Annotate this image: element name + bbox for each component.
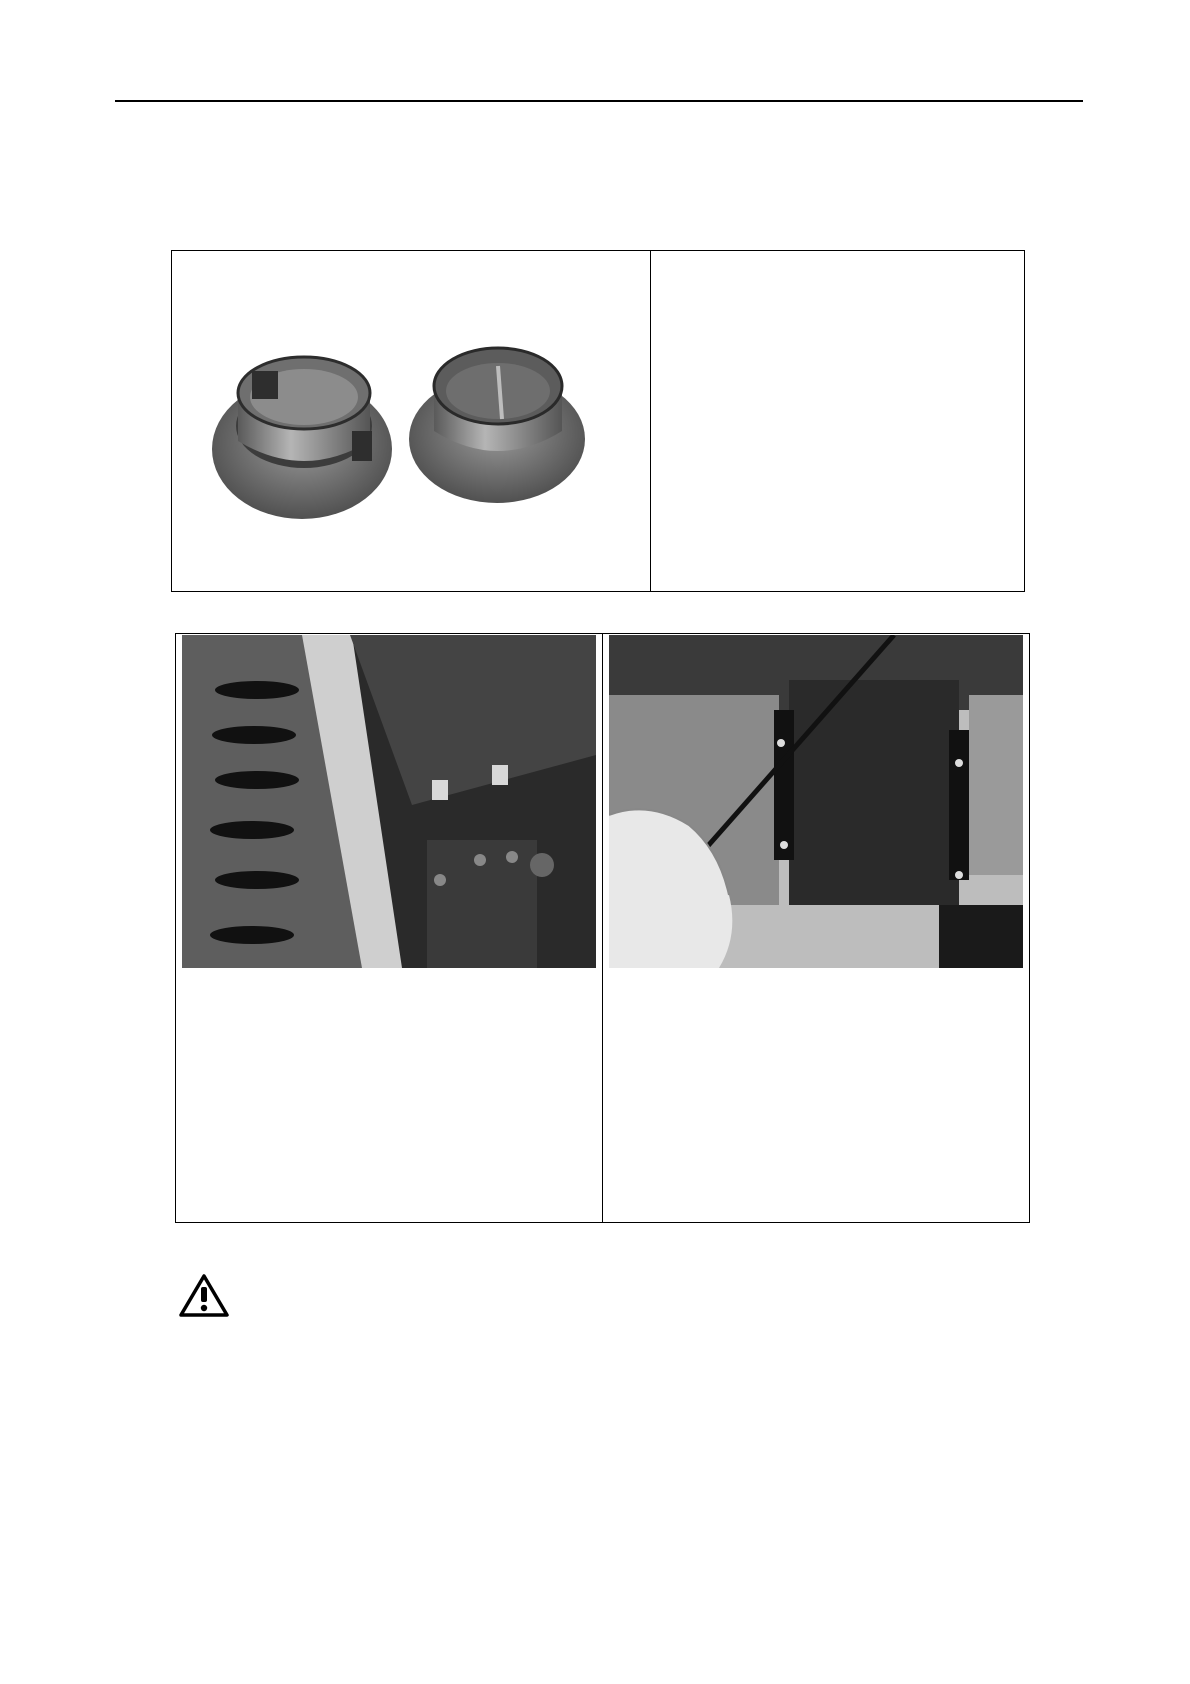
rail-photo [182, 635, 596, 968]
header-rule [115, 100, 1083, 102]
column-divider [650, 251, 651, 591]
caps-photo [202, 331, 602, 531]
warning-triangle-icon [178, 1273, 230, 1319]
figure-table-top [171, 250, 1025, 592]
screwdriver-photo [609, 635, 1023, 968]
figure-table-bottom [175, 633, 1030, 1223]
column-divider [602, 634, 603, 1222]
